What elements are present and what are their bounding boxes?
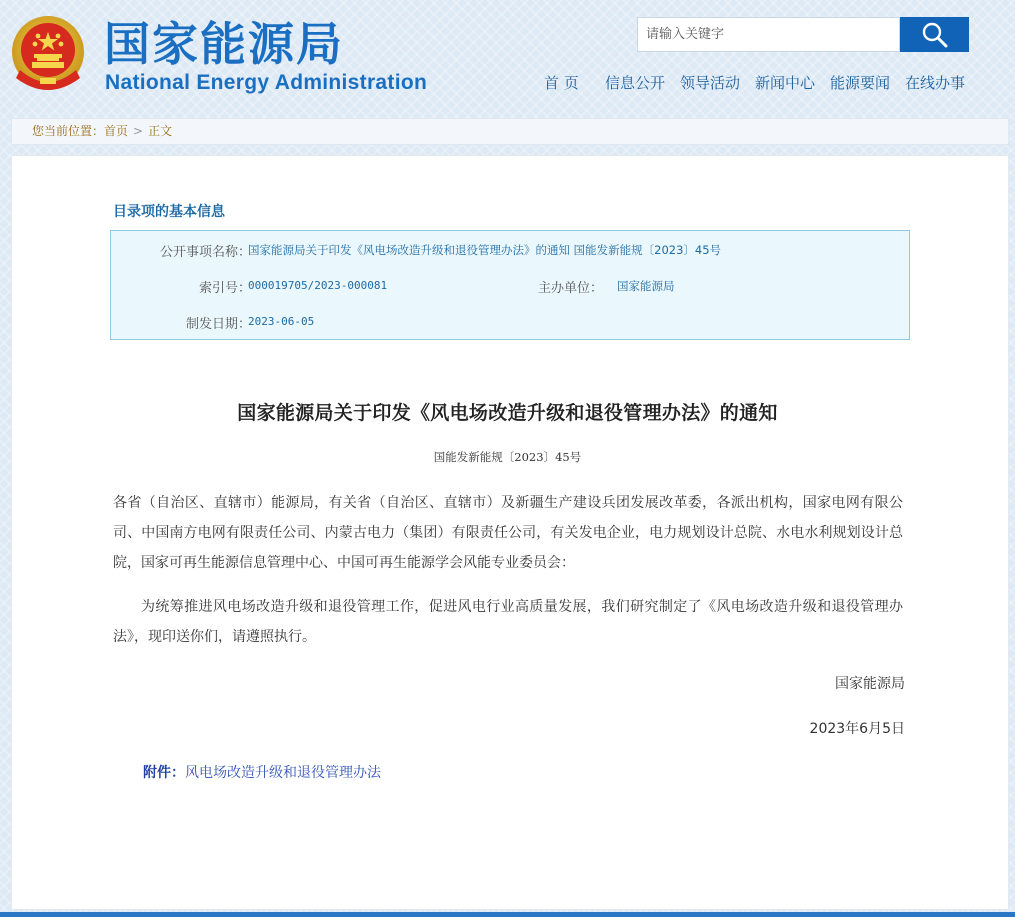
site-header — [0, 0, 1015, 115]
search-icon — [921, 21, 949, 49]
attachment-label: 附件： — [143, 765, 185, 781]
document-number: 国能发新能规〔2023〕45号 — [433, 450, 582, 464]
search-button[interactable] — [900, 17, 969, 52]
info-index-value: 000019705/2023-000081 — [248, 279, 388, 292]
nav-online-services[interactable]: 在线办事 — [905, 74, 966, 92]
breadcrumb-prefix: 您当前位置： — [32, 124, 105, 138]
breadcrumb-separator: > — [133, 124, 144, 138]
footer-bar — [0, 912, 1015, 917]
info-index-label: 索引号： — [198, 281, 251, 296]
nav-news[interactable]: 新闻中心 — [755, 74, 816, 92]
document-signer: 国家能源局 — [835, 676, 905, 692]
nav-home[interactable]: 首 页 — [544, 74, 579, 92]
info-org-label: 主办单位： — [537, 281, 603, 296]
search-input[interactable] — [637, 17, 900, 52]
document-title: 国家能源局关于印发《风电场改造升级和退役管理办法》的通知 — [237, 402, 778, 424]
info-date-value: 2023-06-05 — [248, 315, 315, 328]
document-recipients: 各省（自治区、直辖市）能源局，有关省（自治区、直辖市）及新疆生产建设兵团发展改革委，各派出机构，国家电网有限公司、中国南方电网有限责任公司、内蒙古电力（集团）有限责任公司，有关发电企业，电力规划设计总院、水电水利规划设计总院，国家可再生能源信息管理中心、中国可再生能源学会风能专业委员会： — [113, 495, 903, 571]
nav-leadership[interactable]: 领导活动 — [680, 74, 741, 92]
breadcrumb-current: 正文 — [148, 124, 173, 138]
attachment — [143, 762, 381, 782]
info-org-value: 国家能源局 — [617, 279, 675, 293]
info-name-label: 公开事项名称： — [159, 245, 251, 260]
site-title-cn[interactable]: 国家能源局 — [104, 17, 344, 71]
breadcrumb-home[interactable]: 首页 — [104, 124, 129, 138]
site-title-en[interactable]: National Energy Administration — [105, 71, 428, 94]
document-sign-date: 2023年6月5日 — [809, 721, 905, 737]
info-box — [110, 230, 910, 340]
document-paragraph: 为统筹推进风电场改造升级和退役管理工作，促进风电行业高质量发展，我们研究制定了《风电场改造升级和退役管理办法》，现印送你们，请遵照执行。 — [113, 599, 903, 645]
info-date-label: 制发日期： — [185, 317, 251, 332]
national-emblem-icon[interactable] — [10, 14, 86, 94]
nav-info-disclosure[interactable]: 信息公开 — [605, 74, 666, 92]
attachment-link[interactable]: 风电场改造升级和退役管理办法 — [185, 765, 381, 781]
nav-energy-news[interactable]: 能源要闻 — [830, 74, 891, 92]
breadcrumb — [11, 118, 1009, 145]
info-name-value: 国家能源局关于印发《风电场改造升级和退役管理办法》的通知 国能发新能规〔2023〕45号 — [248, 243, 722, 257]
info-heading: 目录项的基本信息 — [113, 204, 225, 220]
